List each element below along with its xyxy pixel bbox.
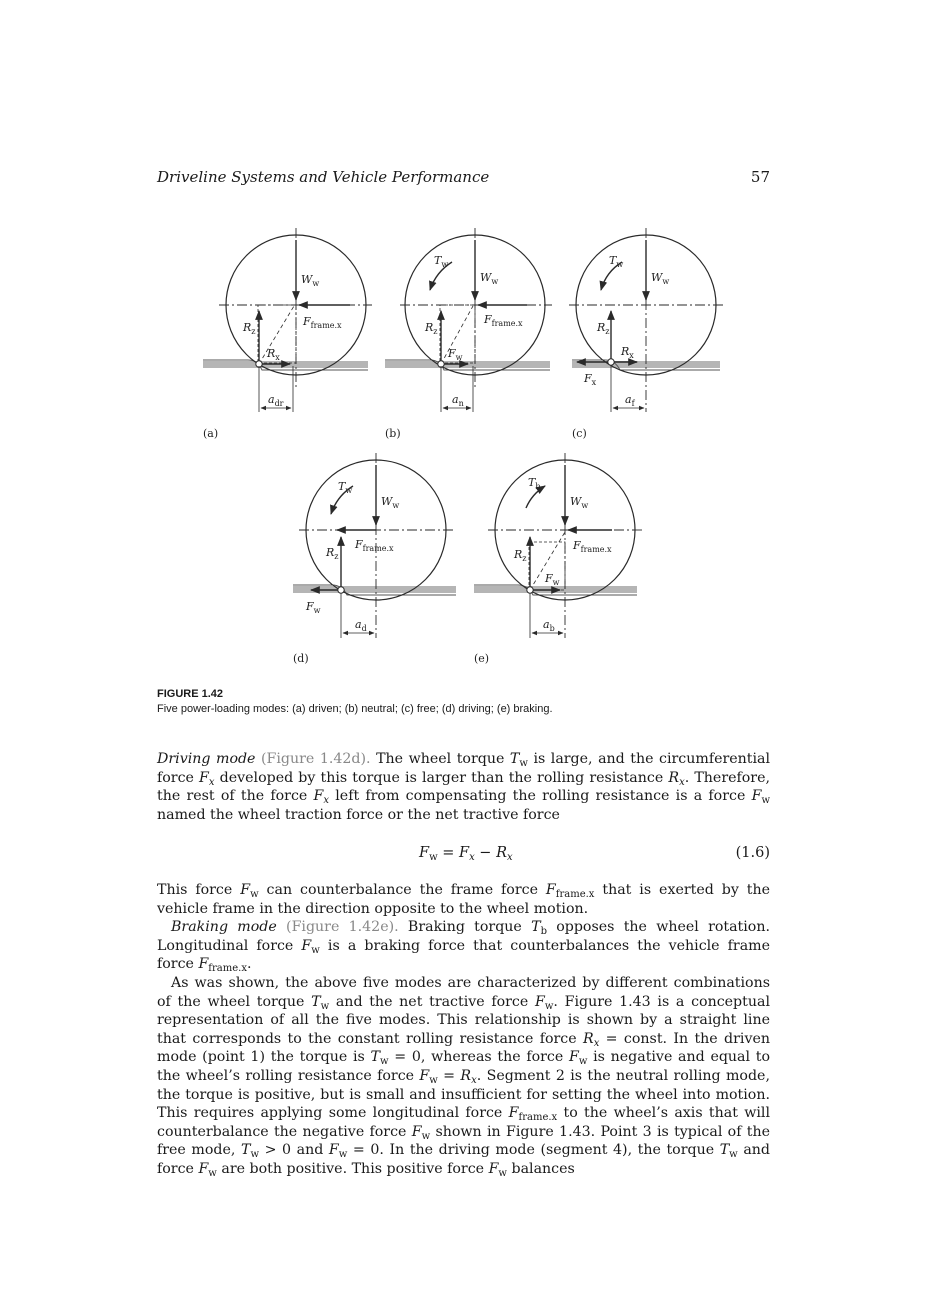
svg-text:Fframe.x xyxy=(354,538,394,553)
svg-text:Rz xyxy=(325,546,339,561)
label-rz-c-sub: z xyxy=(605,327,610,336)
label-ww-e: W xyxy=(570,495,582,508)
label-rz-b-sub: z xyxy=(433,327,438,336)
label-ww-c: W xyxy=(651,271,663,284)
panel-label-c: (c) xyxy=(572,427,587,440)
paragraph-remaining: This force $F_w$ can counterbalance the frame force $F_{frame.x}$ that is exerted by the vehicle frame in the direction opposite to the wheel motion. Braking mode (Figure 1.42e). Braking torque $T_b$ opposes the wheel rotation. Longitudinal force $F_w$ is a braking force that counterbalances the vehicle frame force $F_{frame.x}$. As was shown, the above five modes are characterized by different combinations of the wheel torque $T_w$ and the net tractive force $F_w$. Figure 1.43 is a conceptual representation of all the five modes. This relationship is shown by a straight line that corresponds to the constant rolling resistance force $R_x$ = const. In the driven mode (point 1) the torque is $T_w = 0$, whereas the force $F_w$ is negative and equal to the wheel’s rolling resistance force $F_w = R_x$. Segment 2 is the neutral rolling mode, the torque is positive, but is small and insufficient for setting the wheel into motion. This requires applying some longitudinal force $F_{frame.x}$ to the wheel’s axis that will counterbalance the negative force $F_w$ shown in Figure 1.43. Point 3 is typical of the free mode, $T_w > 0$ and $F_w = 0$. In the driving mode (segment 4), the torque $T_w$ and force $F_w$ are both positive. This positive force $F_w$ balances xyxy=(157,882,771,1179)
svg-text:Fw xyxy=(544,572,560,587)
label-ww-d: W xyxy=(381,495,393,508)
label-ww-d-sub: w xyxy=(392,501,400,510)
label-tw-d: T xyxy=(338,480,346,493)
label-fx-c-sub: x xyxy=(591,378,597,387)
page-number: 57 xyxy=(750,168,770,186)
label-ff-a-sub: frame.x xyxy=(310,321,342,330)
label-rz-e: R xyxy=(514,548,523,561)
svg-text:Tw xyxy=(609,254,623,269)
label-ww-b: W xyxy=(480,271,492,284)
svg-text:Fw xyxy=(447,347,463,362)
label-ww-c-sub: w xyxy=(662,277,670,286)
label-a-c: a xyxy=(625,393,632,406)
panel-label-a: (a) xyxy=(203,427,219,440)
label-ff-e-sub: frame.x xyxy=(580,545,612,554)
svg-text:Rz xyxy=(424,321,438,336)
svg-text:ad xyxy=(355,618,367,633)
label-ww-a-sub: w xyxy=(312,279,320,288)
label-rx-a-sub: x xyxy=(275,353,280,362)
label-a-a: a xyxy=(268,393,275,406)
label-fw-d: F xyxy=(306,600,314,613)
svg-text:Fx xyxy=(583,372,597,387)
svg-text:Rx xyxy=(266,347,280,362)
svg-text:ab xyxy=(543,618,555,633)
panel-d xyxy=(293,453,456,665)
running-title: Driveline Systems and Vehicle Performance xyxy=(157,168,490,186)
svg-text:Rz xyxy=(242,321,256,336)
label-a-d: a xyxy=(355,618,362,631)
svg-text:Tw xyxy=(338,480,352,495)
svg-text:Ww xyxy=(480,271,498,286)
label-ff-b: F xyxy=(484,313,492,326)
figure-ref-1-42e[interactable]: (Figure 1.42e). xyxy=(286,919,399,936)
term-braking-mode: Braking mode xyxy=(171,919,277,936)
label-fw-d-sub: w xyxy=(313,606,321,615)
label-rz-d: R xyxy=(326,546,335,559)
label-rz-a-sub: z xyxy=(251,327,256,336)
svg-text:Rz xyxy=(596,321,610,336)
label-rz-d-sub: z xyxy=(334,552,339,561)
label-fw-e: F xyxy=(545,572,553,585)
svg-text:Fw xyxy=(305,600,321,615)
label-fw-e-sub: w xyxy=(552,578,560,587)
label-fw-b: F xyxy=(448,347,456,360)
label-tw-c-sub: w xyxy=(616,260,624,269)
panel-label-d: (d) xyxy=(293,652,309,665)
label-ff-a: F xyxy=(303,315,311,328)
svg-text:an xyxy=(452,393,464,408)
paragraph-driving-mode: Driving mode (Figure 1.42d). The wheel torque $T_w$ is large, and the circumferential force $F_x$ developed by this torque is larger than the rolling resistance $R_x$. Therefore, the rest of the force $F_x$ left from compensating the rolling resistance is a force $F_w$ named the wheel traction force or the net tractive force xyxy=(157,751,771,823)
label-rx-c: R xyxy=(621,345,630,358)
label-tw-b: T xyxy=(434,254,442,267)
label-ff-e: F xyxy=(573,539,581,552)
label-rx-c-sub: x xyxy=(629,351,634,360)
label-ff-d: F xyxy=(355,538,363,551)
term-driving-mode: Driving mode xyxy=(157,751,256,767)
label-tw-b-sub: w xyxy=(441,260,449,269)
label-ww-a: W xyxy=(301,273,313,286)
panel-c xyxy=(569,228,724,440)
panel-label-b: (b) xyxy=(385,427,401,440)
label-rz-b: R xyxy=(425,321,434,334)
figure-number: FIGURE 1.42 xyxy=(157,688,224,700)
svg-text:Rz xyxy=(513,548,527,563)
label-a-a-sub: dr xyxy=(274,399,284,408)
label-tb-e: T xyxy=(528,476,536,489)
label-ff-b-sub: frame.x xyxy=(491,319,523,328)
panel-b xyxy=(385,228,552,440)
panel-label-e: (e) xyxy=(474,652,490,665)
svg-text:Tw xyxy=(434,254,448,269)
label-ww-b-sub: w xyxy=(491,277,499,286)
label-fx-c: F xyxy=(584,372,592,385)
figure-caption: Five power-loading modes: (a) driven; (b) neutral; (c) free; (d) driving; (e) braking. xyxy=(157,703,553,715)
label-rz-c: R xyxy=(597,321,606,334)
svg-text:Ww xyxy=(381,495,399,510)
label-tw-d-sub: w xyxy=(345,486,353,495)
svg-text:Ww xyxy=(651,271,669,286)
panel-e xyxy=(474,453,642,665)
label-a-d-sub: d xyxy=(361,624,367,633)
label-fw-b-sub: w xyxy=(455,353,463,362)
label-tw-c: T xyxy=(609,254,617,267)
label-a-b: a xyxy=(452,393,459,406)
label-rz-e-sub: z xyxy=(522,554,527,563)
label-a-e: a xyxy=(543,618,550,631)
label-a-b-sub: n xyxy=(458,399,464,408)
label-ff-d-sub: frame.x xyxy=(362,544,394,553)
svg-text:Fframe.x xyxy=(483,313,523,328)
svg-text:Fframe.x xyxy=(572,539,612,554)
panel-a xyxy=(203,228,372,440)
svg-text:af xyxy=(625,393,636,408)
svg-text:Ww xyxy=(570,495,588,510)
svg-text:Tb xyxy=(528,476,540,491)
svg-text:Fframe.x xyxy=(302,315,342,330)
figure-ref-1-42d[interactable]: (Figure 1.42d). xyxy=(261,751,371,767)
svg-text:adr xyxy=(268,393,284,408)
label-a-e-sub: b xyxy=(549,624,555,633)
svg-text:Ww xyxy=(301,273,319,288)
label-rz-a: R xyxy=(243,321,252,334)
label-ww-e-sub: w xyxy=(581,501,589,510)
label-a-c-sub: f xyxy=(631,399,635,408)
label-tb-e-sub: b xyxy=(535,482,541,491)
label-rx-a: R xyxy=(267,347,276,360)
svg-text:Rx xyxy=(620,345,634,360)
equation-number: (1.6) xyxy=(735,845,770,861)
